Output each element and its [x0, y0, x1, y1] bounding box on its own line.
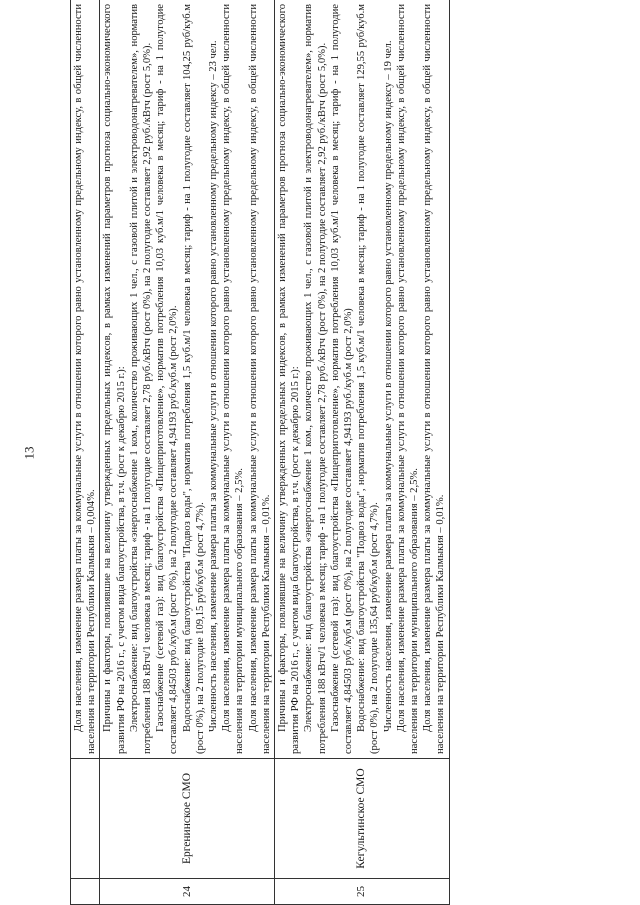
paragraph: Доля населения, изменение размера платы за коммунальные услуги в отношении которого равно установленному предельному индексу, в общей численности населения на территории Республики Калмыкия – 0,004%. — [73, 4, 98, 754]
table-row — [71, 0, 100, 905]
row-description-cell — [100, 0, 275, 759]
paragraph: Численность населения, изменение размера платы за коммунальные услуги в отношении которого равно установленному предельному индексу – 23 чел. — [208, 40, 220, 732]
paragraph: Водоснабжение: вид благоустройства "Подвоз воды", норматив потребления 1,5 куб.м/1 человека в месяц; тариф - на 1 полугодие составляет 129,55 руб/куб.м (рост 0%), на 2 полугодие 135,64 руб/куб.м (рост 4,7%). — [356, 4, 381, 754]
paragraph: Причины и факторы, повлиявшие на величину утвержденных предельных индексов, в рамках изменений параметров прогноза социально-экономического развития РФ на 2016 г., с учетом вида благоустройства, в т.ч. (рост к декабрю 2015 г.): — [277, 4, 302, 754]
document-sheet — [70, 0, 590, 905]
paragraph: Численность населения, изменение размера платы за коммунальные услуги в отношении которого равно установленному предельному индексу – 19 чел. — [382, 40, 394, 732]
paragraph: Водоснабжение: вид благоустройства "Подвоз воды", норматив потребления 1,5 куб.м/1 человека в месяц; тариф - на 1 полугодие составляет 104,25 руб/куб.м (рост 0%), на 2 полугодие 109,15 руб/куб.м (рост 4,7%). — [181, 4, 206, 754]
table-row — [275, 0, 450, 905]
paragraph: Газоснабжение (сетевой газ): вид благоустройства «Пищеприготовление», норматив потребления 10,03 куб.м/1 человека в месяц; тариф - на 1 полугодие составляет 4,84503 руб./куб.м (рост 0%), на 2 полугодие составляет 4,94193 руб./куб.м (рост 2,0%) — [329, 4, 355, 754]
paragraph: Причины и факторы, повлиявшие на величину утвержденных предельных индексов, в рамках изменений параметров прогноза социально-экономического развития РФ на 2016 г., с учетом вида благоустройства, в т.ч. (рост к декабрю 2015 г.): — [102, 4, 127, 754]
row-number-cell: 25 — [275, 879, 450, 905]
row-number-cell: 24 — [100, 879, 275, 905]
paragraph: Доля населения, изменение размера платы за коммунальные услуги в отношении которого равно установленному предельному индексу, в общей численности населения на территории муниципального образования – 2,5%. — [395, 4, 421, 754]
paragraph: Доля населения, изменение размера платы за коммунальные услуги в отношении которого равно установленному предельному индексу, в общей численности населения на территории Республики Калмыкия – 0,01%. — [247, 4, 272, 754]
table-row — [100, 0, 275, 905]
municipality-name: Кегультинское СМО — [275, 759, 450, 879]
row-description-cell — [71, 0, 100, 759]
paragraph: Газоснабжение (сетевой газ): вид благоустройства «Пищеприготовление», норматив потребления 10,03 куб.м/1 человека в месяц; тариф - на 1 полугодие составляет 4,84503 руб./куб.м (рост 0%), на 2 полугодие составляет 4,94193 руб./куб.м (рост 2,0%). — [155, 4, 180, 754]
municipality-name: Ергенинское СМО — [100, 759, 275, 879]
row-description-cell — [275, 0, 450, 759]
tariff-table — [70, 0, 450, 905]
paragraph: Электроснабжение: вид благоустройства «энергоснабжение 1 ком., количество проживающих 1 чел., с газовой плитой и электроводонагревателем», норматив потребления 188 кВтч/1 человека в месяц; тариф - на 1 полугодие составляет 2,78 руб./кВтч (рост 0%), на 2 полугодие составляет 2,92 руб./кВтч (рост 5,0%). — [303, 4, 328, 754]
page-number: 13 — [21, 446, 37, 460]
paragraph: Доля населения, изменение размера платы за коммунальные услуги в отношении которого равно установленному предельному индексу, в общей численности населения на территории муниципального образования – 2,5%. — [221, 4, 246, 754]
paragraph: Доля населения, изменение размера платы за коммунальные услуги в отношении которого равно установленному предельному индексу, в общей численности населения на территории Республики Калмыкия – 0,01%. — [422, 4, 447, 754]
row-name-cell — [71, 759, 100, 879]
paragraph: Электроснабжение: вид благоустройства «энергоснабжение 1 ком., количество проживающих 1 чел., с газовой плитой и электроводонагревателем», норматив потребления 188 кВтч/1 человека в месяц; тариф - на 1 полугодие составляет 2,78 руб./кВтч (рост 0%), на 2 полугодие составляет 2,92 руб./кВтч (рост 5,0%). — [128, 4, 154, 754]
row-number-cell — [71, 879, 100, 905]
